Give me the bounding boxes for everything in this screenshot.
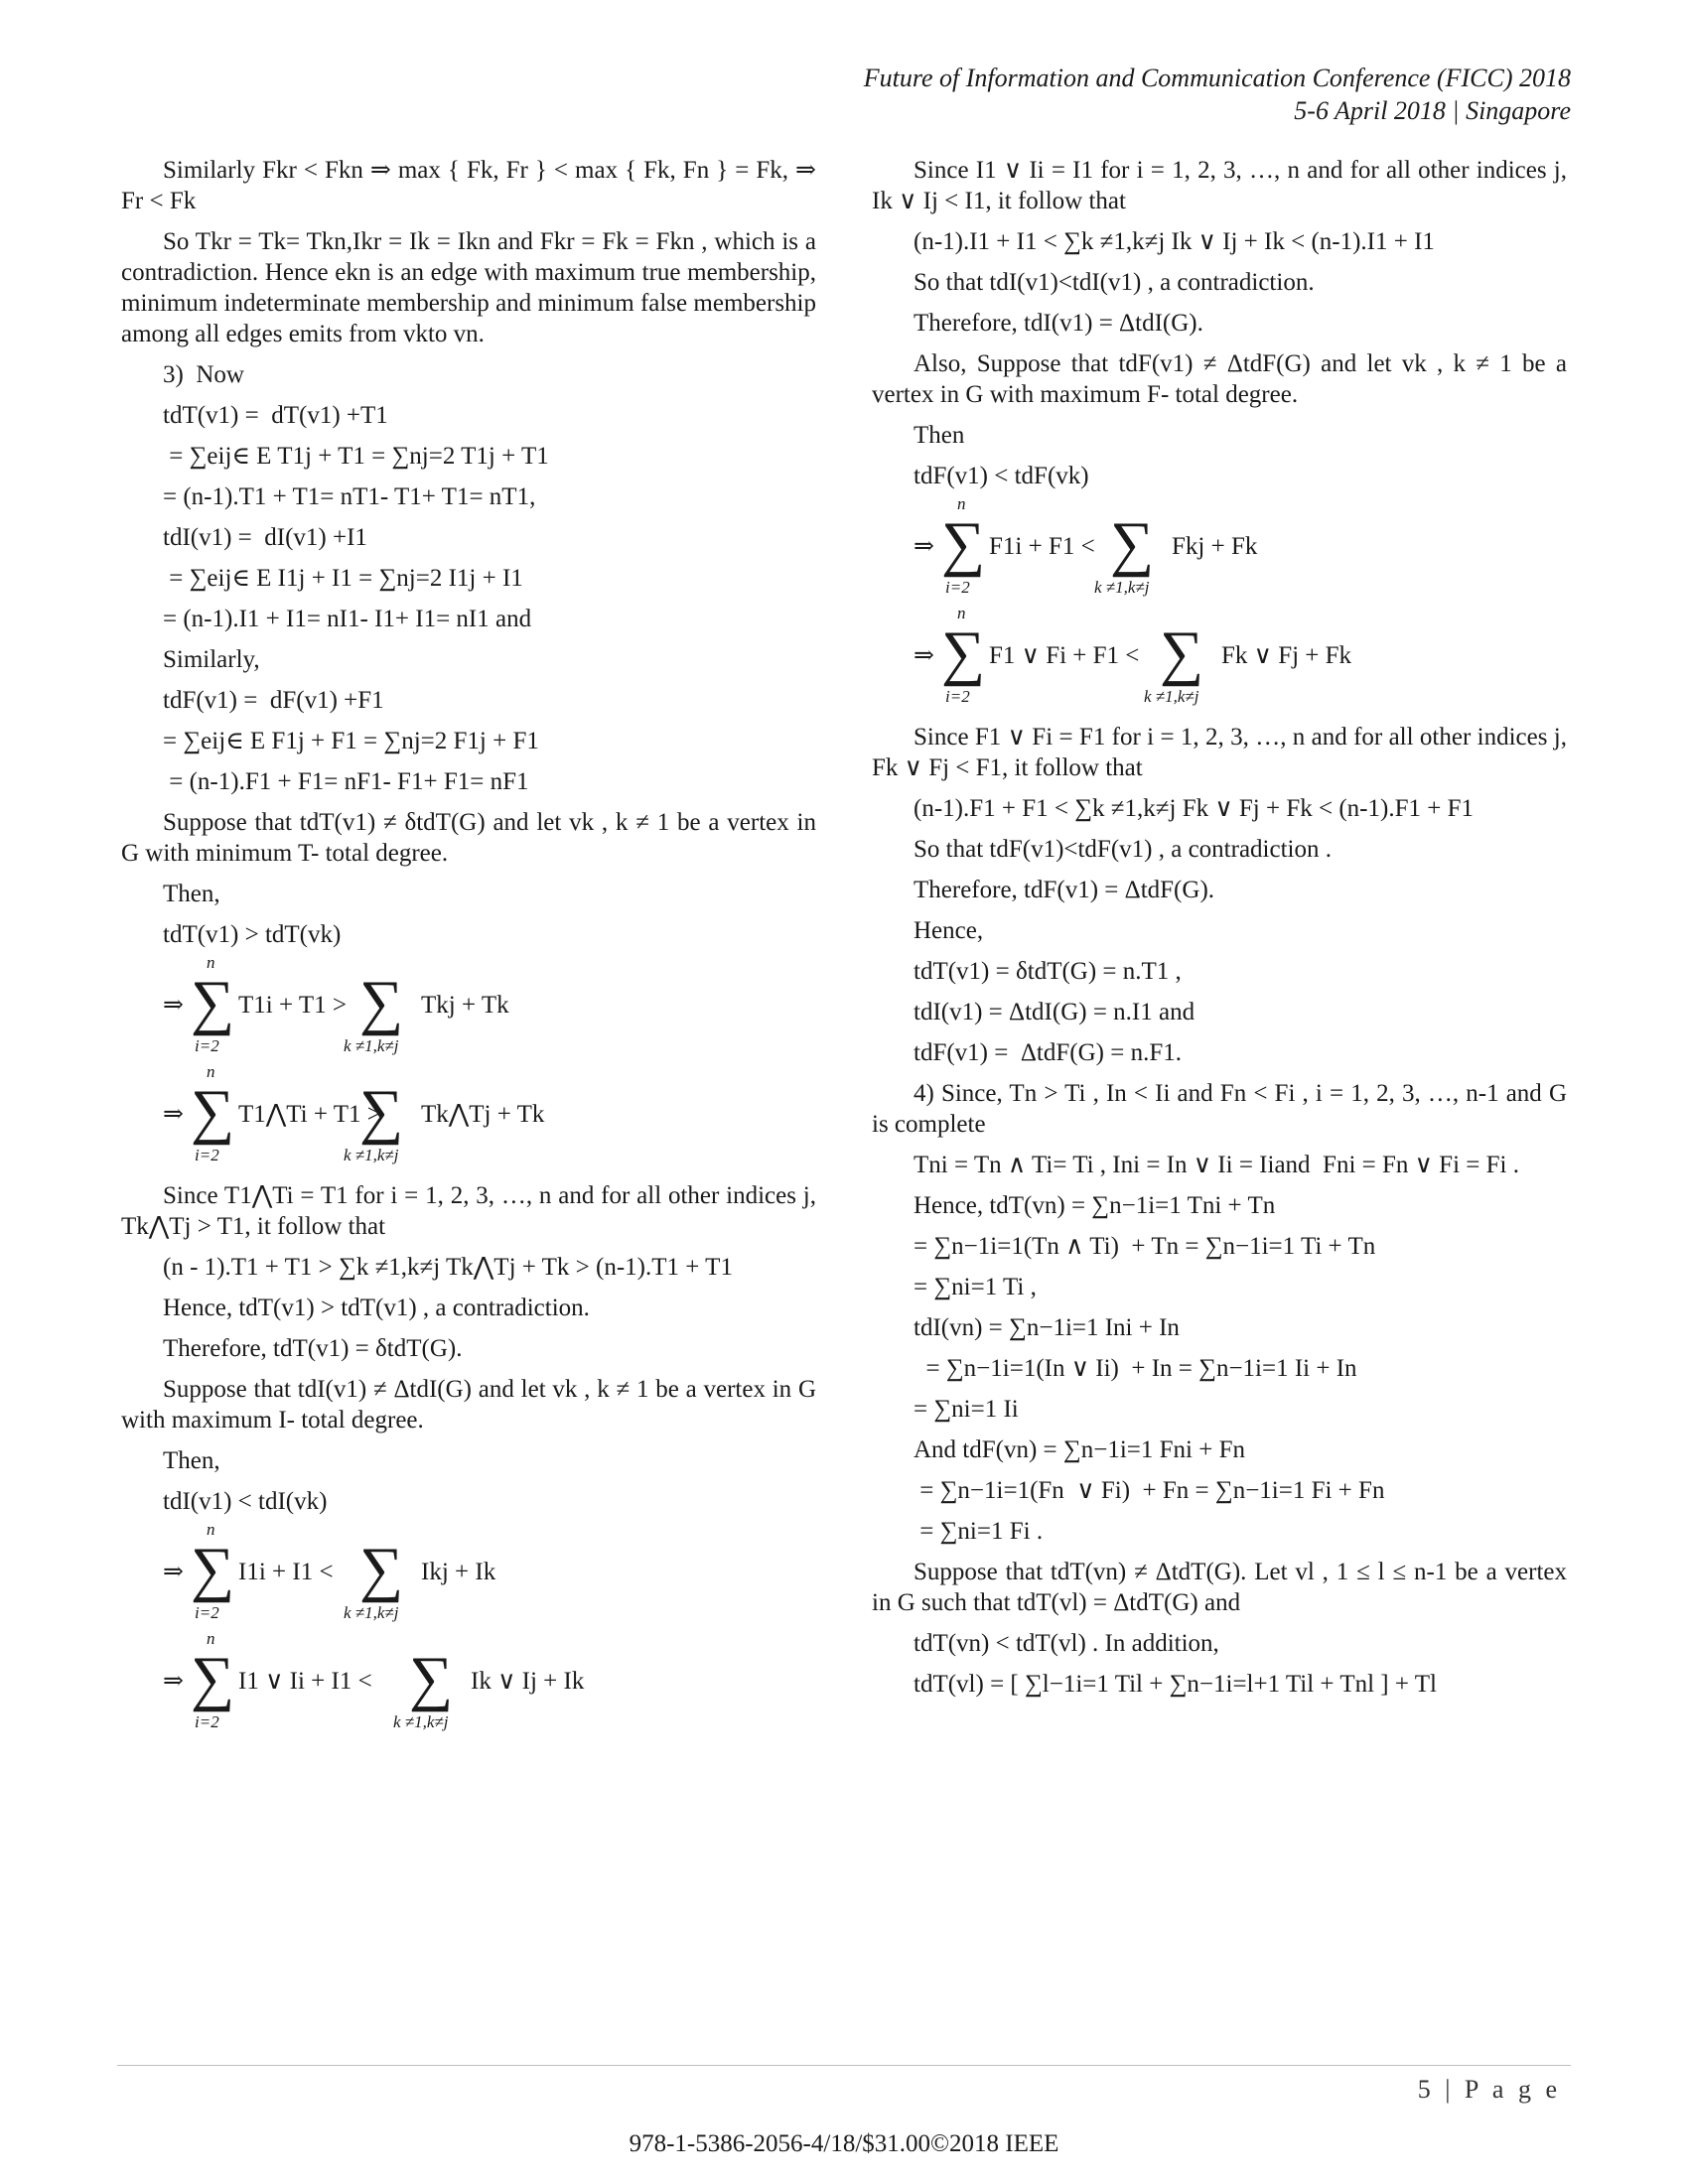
- summation-inequality: [121, 1061, 816, 1168]
- equation-line: = (n-1).I1 + I1= nI1- I1+ I1= nI1 and: [163, 606, 532, 632]
- sum-left-expression: F1i + F1 <: [989, 533, 1095, 560]
- sum-right-expression: Fkj + Fk: [1172, 533, 1258, 560]
- page-number: 5 | P a g e: [1417, 2075, 1561, 2104]
- paragraph: Since T1⋀Ti = T1 for i = 1, 2, 3, …, n and for all other indices j, Tk⋀Tj > T1, it follow that: [121, 1182, 816, 1240]
- copyright-footer: 978-1-5386-2056-4/18/$31.00©2018 IEEE: [629, 2130, 1059, 2157]
- sum-right-expression: Tk⋀Tj + Tk: [421, 1101, 545, 1128]
- conference-date-location: 5-6 April 2018 | Singapore: [1294, 96, 1571, 125]
- sigma-right: ∑: [409, 1645, 454, 1712]
- equation-line: Similarly,: [163, 646, 260, 673]
- equation-line: tdT(v1) = dT(v1) +T1: [163, 402, 388, 429]
- equation-line: = (n-1).T1 + T1= nT1- T1+ T1= nT1,: [163, 483, 536, 510]
- equation-line: = ∑n−1i=1(Fn ∨ Fi) + Fn = ∑n−1i=1 Fi + Fn: [914, 1477, 1385, 1504]
- sum-lower-limit: k ≠1,k≠j: [1094, 578, 1150, 597]
- equation-line: tdT(vl) = [ ∑l−1i=1 Til + ∑n−1i=l+1 Til + Tnl ] + Tl: [914, 1671, 1437, 1698]
- paragraph: Since I1 ∨ Ii = I1 for i = 1, 2, 3, …, n and for all other indices j, Ik ∨ Ij < I1, it follow that: [872, 157, 1567, 214]
- equation-line: Then: [914, 422, 965, 449]
- equation-line: Therefore, tdT(v1) = δtdT(G).: [163, 1335, 463, 1362]
- summation-inequality: [121, 1519, 816, 1626]
- equation-line: tdF(v1) < tdF(vk): [914, 463, 1089, 489]
- sigma-left: ∑: [941, 510, 986, 578]
- equation-line: tdI(v1) = dI(v1) +I1: [163, 524, 367, 551]
- sum-right-expression: Tkj + Tk: [421, 992, 509, 1019]
- sigma-right: ∑: [359, 1536, 404, 1603]
- sigma-right: ∑: [1160, 619, 1204, 687]
- sum-lower-limit: k ≠1,k≠j: [344, 1036, 399, 1055]
- equation-line: = ∑eij∈ E T1j + T1 = ∑nj=2 T1j + T1: [163, 443, 549, 470]
- equation-line: tdT(v1) = δtdT(G) = n.T1 ,: [914, 958, 1182, 985]
- sum-lower-limit: i=2: [195, 1036, 219, 1055]
- sigma-left: ∑: [191, 1536, 235, 1603]
- sum-left-expression: T1⋀Ti + T1 >: [238, 1101, 381, 1128]
- equation-line: = ∑eij∈ E F1j + F1 = ∑nj=2 F1j + F1: [163, 728, 539, 754]
- sigma-left: ∑: [191, 1645, 235, 1712]
- equation-line: Therefore, tdI(v1) = ΔtdI(G).: [914, 310, 1203, 337]
- sum-right-expression: Fk ∨ Fj + Fk: [1221, 642, 1352, 669]
- equation-line: tdI(v1) < tdI(vk): [163, 1488, 328, 1515]
- equation-line: Therefore, tdF(v1) = ΔtdF(G).: [914, 877, 1215, 903]
- implies-symbol: ⇒: [163, 1668, 184, 1695]
- sigma-right: ∑: [359, 1078, 404, 1146]
- summation-inequality: [872, 603, 1567, 710]
- sigma-right: ∑: [1110, 510, 1155, 578]
- equation-line: = ∑ni=1 Ii: [914, 1396, 1019, 1423]
- sum-upper-limit: n: [207, 1520, 215, 1539]
- equation-line: tdF(v1) = ΔtdF(G) = n.F1.: [914, 1039, 1182, 1066]
- sum-lower-limit: i=2: [195, 1603, 219, 1622]
- equation-line: = ∑eij∈ E I1j + I1 = ∑nj=2 I1j + I1: [163, 565, 523, 592]
- sum-lower-limit: k ≠1,k≠j: [1144, 687, 1199, 706]
- implies-symbol: ⇒: [914, 533, 934, 560]
- running-header: [864, 62, 1571, 127]
- paragraph: 4) Since, Tn > Ti , In < Ii and Fn < Fi , i = 1, 2, 3, …, n-1 and G is complete: [872, 1080, 1567, 1138]
- equation-line: (n-1).F1 + F1 < ∑k ≠1,k≠j Fk ∨ Fj + Fk < (n-1).F1 + F1: [914, 795, 1474, 822]
- paragraph: Similarly Fkr < Fkn ⇒ max { Fk, Fr } < max { Fk, Fn } = Fk, ⇒ Fr < Fk: [121, 157, 816, 214]
- equation-line: Tni = Tn ∧ Ti= Ti , Ini = In ∨ Ii = Iiand Fni = Fn ∨ Fi = Fi .: [914, 1152, 1519, 1178]
- implies-symbol: ⇒: [914, 642, 934, 669]
- sum-upper-limit: n: [207, 1062, 215, 1081]
- equation-line: = (n-1).F1 + F1= nF1- F1+ F1= nF1: [163, 768, 529, 795]
- sum-upper-limit: n: [207, 953, 215, 972]
- equation-line: Hence,: [914, 917, 984, 944]
- equation-line: So that tdI(v1)<tdI(v1) , a contradiction.: [914, 269, 1315, 296]
- sum-upper-limit: n: [957, 494, 966, 513]
- sigma-left: ∑: [941, 619, 986, 687]
- summation-inequality: [121, 952, 816, 1059]
- equation-line: = ∑n−1i=1(Tn ∧ Ti) + Tn = ∑n−1i=1 Ti + Tn: [914, 1233, 1376, 1260]
- paragraph: So Tkr = Tk= Tkn,Ikr = Ik = Ikn and Fkr = Fk = Fkn , which is a contradiction. Hence ekn is an edge with maximum true membership, minimum indeterminate membership and minimum false membership among all edges emits from vkto vn.: [121, 228, 816, 347]
- sum-right-expression: Ikj + Ik: [421, 1559, 496, 1585]
- sum-lower-limit: k ≠1,k≠j: [344, 1603, 399, 1622]
- sigma-left: ∑: [191, 969, 235, 1036]
- sum-lower-limit: i=2: [195, 1146, 219, 1164]
- equation-line: (n-1).I1 + I1 < ∑k ≠1,k≠j Ik ∨ Ij + Ik < (n-1).I1 + I1: [914, 228, 1435, 255]
- equation-line: tdI(v1) = ΔtdI(G) = n.I1 and: [914, 999, 1196, 1025]
- conference-title: Future of Information and Communication Conference (FICC) 2018: [863, 64, 1571, 92]
- equation-line: So that tdF(v1)<tdF(v1) , a contradiction .: [914, 836, 1332, 863]
- sum-upper-limit: n: [207, 1629, 215, 1648]
- sum-lower-limit: i=2: [945, 687, 970, 706]
- left-column: [121, 145, 816, 1737]
- equation-line: = ∑n−1i=1(In ∨ Ii) + In = ∑n−1i=1 Ii + In: [914, 1355, 1357, 1382]
- equation-line: tdT(vn) < tdT(vl) . In addition,: [914, 1630, 1219, 1657]
- sum-lower-limit: k ≠1,k≠j: [344, 1146, 399, 1164]
- equation-line: = ∑ni=1 Ti ,: [914, 1274, 1037, 1300]
- sum-right-expression: Ik ∨ Ij + Ik: [471, 1668, 585, 1695]
- paragraph: Suppose that tdI(v1) ≠ ΔtdI(G) and let vk , k ≠ 1 be a vertex in G with maximum I- total degree.: [121, 1376, 816, 1433]
- implies-symbol: ⇒: [163, 1559, 184, 1585]
- summation-inequality: [872, 493, 1567, 601]
- paragraph: Since F1 ∨ Fi = F1 for i = 1, 2, 3, …, n and for all other indices j, Fk ∨ Fj < F1, it follow that: [872, 724, 1567, 781]
- sum-lower-limit: i=2: [195, 1712, 219, 1731]
- equation-line: tdT(v1) > tdT(vk): [163, 921, 342, 948]
- equation-line: Then,: [163, 881, 220, 907]
- equation-line: Hence, tdT(vn) = ∑n−1i=1 Tni + Tn: [914, 1192, 1276, 1219]
- paragraph: Also, Suppose that tdF(v1) ≠ ΔtdF(G) and let vk , k ≠ 1 be a vertex in G with maximum F- total degree.: [872, 350, 1567, 408]
- paragraph: Suppose that tdT(vn) ≠ ΔtdT(G). Let vl , 1 ≤ l ≤ n-1 be a vertex in G such that tdT(vl) = ΔtdT(G) and: [872, 1559, 1567, 1616]
- sum-left-expression: I1 ∨ Ii + I1 <: [238, 1668, 372, 1695]
- footer-divider: [117, 2065, 1571, 2066]
- sum-left-expression: T1i + T1 >: [238, 992, 347, 1019]
- paragraph: Suppose that tdT(v1) ≠ δtdT(G) and let vk , k ≠ 1 be a vertex in G with minimum T- total degree.: [121, 809, 816, 867]
- equation-line: tdF(v1) = dF(v1) +F1: [163, 687, 384, 714]
- equation-line: (n - 1).T1 + T1 > ∑k ≠1,k≠j Tk⋀Tj + Tk > (n-1).T1 + T1: [163, 1254, 733, 1281]
- sum-left-expression: F1 ∨ Fi + F1 <: [989, 642, 1140, 669]
- implies-symbol: ⇒: [163, 992, 184, 1019]
- equation-line: = ∑ni=1 Fi .: [914, 1518, 1044, 1545]
- sigma-left: ∑: [191, 1078, 235, 1146]
- implies-symbol: ⇒: [163, 1101, 184, 1128]
- summation-inequality: [121, 1628, 816, 1735]
- right-column: [872, 145, 1567, 1700]
- sigma-right: ∑: [359, 969, 404, 1036]
- equation-line: 3) Now: [163, 361, 244, 388]
- sum-upper-limit: n: [957, 604, 966, 622]
- equation-line: And tdF(vn) = ∑n−1i=1 Fni + Fn: [914, 1436, 1245, 1463]
- equation-line: Then,: [163, 1447, 220, 1474]
- equation-line: tdI(vn) = ∑n−1i=1 Ini + In: [914, 1314, 1180, 1341]
- equation-line: Hence, tdT(v1) > tdT(v1) , a contradiction.: [163, 1295, 590, 1321]
- sum-left-expression: I1i + I1 <: [238, 1559, 334, 1585]
- sum-lower-limit: i=2: [945, 578, 970, 597]
- sum-lower-limit: k ≠1,k≠j: [393, 1712, 449, 1731]
